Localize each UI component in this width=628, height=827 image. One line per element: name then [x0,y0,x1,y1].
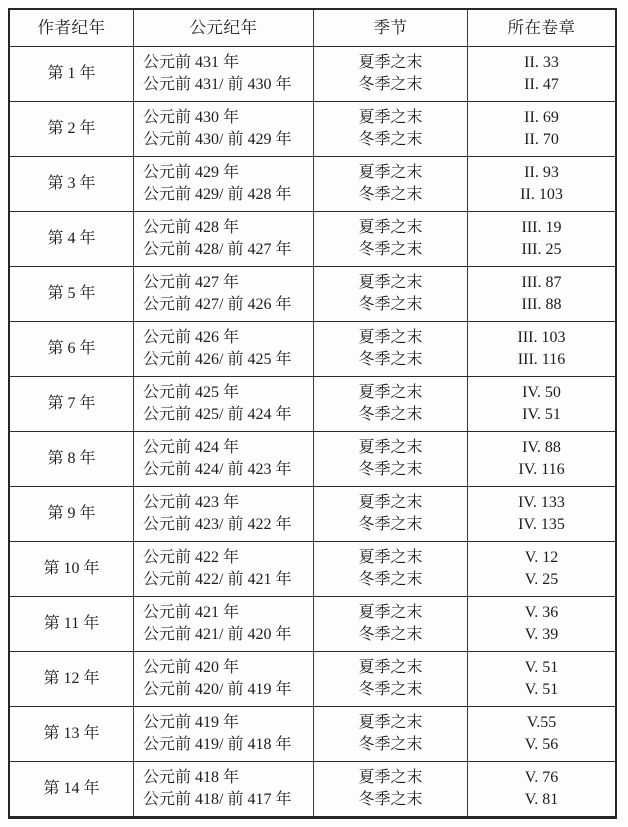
author-year-cell [10,322,134,376]
volume-chapter-summer: V. 36 [524,604,559,621]
column-header-ad-year [134,10,314,46]
table-row [10,541,615,596]
season-summer: 夏季之末 [358,54,423,71]
author-year-cell [10,707,134,761]
season-summer: 夏季之末 [358,659,423,676]
ad-year-winter: 公元前 430/ 前 429 年 [143,131,292,148]
column-header-label: 季节 [373,18,408,37]
volume-chapter-summer: V. 51 [524,659,559,676]
volume-chapter-winter: V. 51 [524,681,559,698]
ad-year-winter: 公元前 431/ 前 430 年 [143,76,292,93]
volume-chapter-winter: IV. 51 [522,406,561,423]
season-winter: 冬季之末 [358,241,423,258]
season-cell [314,377,468,431]
ad-year-summer: 公元前 429 年 [143,164,240,181]
volume-chapter-cell [468,707,615,761]
season-summer: 夏季之末 [358,714,423,731]
season-summer: 夏季之末 [358,109,423,126]
ad-year-cell [134,597,314,651]
season-winter: 冬季之末 [358,571,423,588]
season-winter: 冬季之末 [358,461,423,478]
author-year-label: 第 12 年 [43,670,100,687]
ad-year-winter: 公元前 425/ 前 424 年 [143,406,292,423]
volume-chapter-summer: II. 93 [524,164,559,181]
ad-year-cell [134,762,314,816]
ad-year-summer: 公元前 420 年 [143,659,240,676]
season-cell [314,487,468,541]
table-row [10,211,615,266]
volume-chapter-winter: V. 25 [524,571,559,588]
season-winter: 冬季之末 [358,516,423,533]
ad-year-summer: 公元前 424 年 [143,439,240,456]
season-winter: 冬季之末 [358,406,423,423]
author-year-label: 第 9 年 [47,505,96,522]
ad-year-summer: 公元前 418 年 [143,769,240,786]
volume-chapter-cell [468,432,615,486]
author-year-cell [10,542,134,596]
volume-chapter-winter: IV. 116 [518,461,565,478]
season-cell [314,212,468,266]
season-cell [314,762,468,816]
column-header-label: 公元纪年 [189,18,258,37]
ad-year-winter: 公元前 423/ 前 422 年 [143,516,292,533]
season-winter: 冬季之末 [358,296,423,313]
author-year-cell [10,487,134,541]
author-year-cell [10,652,134,706]
ad-year-cell [134,542,314,596]
volume-chapter-summer: V. 76 [524,769,559,786]
author-year-label: 第 3 年 [47,175,96,192]
volume-chapter-summer: V. 12 [524,549,559,566]
table-header-row [10,10,615,46]
author-year-cell [10,762,134,816]
author-year-cell [10,102,134,156]
volume-chapter-cell [468,597,615,651]
season-cell [314,157,468,211]
volume-chapter-cell [468,377,615,431]
ad-year-summer: 公元前 430 年 [143,109,240,126]
author-year-label: 第 10 年 [43,560,100,577]
volume-chapter-cell [468,47,615,101]
ad-year-cell [134,157,314,211]
ad-year-winter: 公元前 426/ 前 425 年 [143,351,292,368]
author-year-label: 第 5 年 [47,285,96,302]
season-summer: 夏季之末 [358,164,423,181]
ad-year-cell [134,432,314,486]
author-year-label: 第 14 年 [43,780,100,797]
ad-year-winter: 公元前 420/ 前 419 年 [143,681,292,698]
season-summer: 夏季之末 [358,329,423,346]
table-row [10,761,615,816]
ad-year-cell [134,102,314,156]
ad-year-cell [134,267,314,321]
season-summer: 夏季之末 [358,549,423,566]
ad-year-summer: 公元前 431 年 [143,54,240,71]
ad-year-summer: 公元前 422 年 [143,549,240,566]
season-summer: 夏季之末 [358,274,423,291]
author-year-label: 第 7 年 [47,395,96,412]
table-row [10,266,615,321]
column-header-label: 作者纪年 [37,18,106,37]
ad-year-cell [134,487,314,541]
table-row [10,156,615,211]
volume-chapter-cell [468,157,615,211]
table-row [10,486,615,541]
season-summer: 夏季之末 [358,219,423,236]
ad-year-cell [134,652,314,706]
volume-chapter-winter: III. 88 [521,296,562,313]
chronology-table [8,8,617,819]
volume-chapter-cell [468,267,615,321]
ad-year-winter: 公元前 422/ 前 421 年 [143,571,292,588]
volume-chapter-cell [468,762,615,816]
season-summer: 夏季之末 [358,604,423,621]
column-header-author-year [10,10,134,46]
author-year-label: 第 13 年 [43,725,100,742]
ad-year-summer: 公元前 426 年 [143,329,240,346]
column-header-label: 所在卷章 [507,18,576,37]
ad-year-winter: 公元前 424/ 前 423 年 [143,461,292,478]
volume-chapter-summer: III. 19 [521,219,562,236]
volume-chapter-summer: III. 87 [521,274,562,291]
volume-chapter-summer: II. 69 [524,109,559,126]
volume-chapter-winter: III. 116 [517,351,566,368]
volume-chapter-summer: II. 33 [524,54,559,71]
ad-year-winter: 公元前 428/ 前 427 年 [143,241,292,258]
volume-chapter-cell [468,102,615,156]
column-header-season [314,10,468,46]
season-cell [314,267,468,321]
volume-chapter-summer: IV. 133 [518,494,565,511]
ad-year-cell [134,377,314,431]
season-cell [314,432,468,486]
volume-chapter-cell [468,322,615,376]
ad-year-winter: 公元前 418/ 前 417 年 [143,791,292,808]
volume-chapter-winter: V. 81 [524,791,559,808]
ad-year-winter: 公元前 429/ 前 428 年 [143,186,292,203]
season-cell [314,47,468,101]
ad-year-winter: 公元前 421/ 前 420 年 [143,626,292,643]
season-cell [314,542,468,596]
author-year-label: 第 8 年 [47,450,96,467]
volume-chapter-winter: V. 39 [524,626,559,643]
table-row [10,596,615,651]
season-cell [314,102,468,156]
volume-chapter-winter: II. 70 [524,131,559,148]
column-header-volume-chapter [468,10,615,46]
table-row [10,321,615,376]
author-year-label: 第 4 年 [47,230,96,247]
volume-chapter-cell [468,652,615,706]
season-cell [314,652,468,706]
ad-year-summer: 公元前 423 年 [143,494,240,511]
volume-chapter-summer: IV. 88 [522,439,561,456]
volume-chapter-summer: III. 103 [517,329,566,346]
ad-year-summer: 公元前 419 年 [143,714,240,731]
ad-year-cell [134,707,314,761]
season-winter: 冬季之末 [358,791,423,808]
table-row [10,651,615,706]
author-year-label: 第 11 年 [43,615,100,632]
table-body [10,46,615,816]
volume-chapter-cell [468,487,615,541]
author-year-cell [10,212,134,266]
table-row [10,101,615,156]
table-row [10,431,615,486]
table-row [10,46,615,101]
author-year-label: 第 2 年 [47,120,96,137]
season-cell [314,597,468,651]
table-row [10,376,615,431]
season-winter: 冬季之末 [358,76,423,93]
season-summer: 夏季之末 [358,494,423,511]
season-winter: 冬季之末 [358,736,423,753]
table-row [10,706,615,761]
volume-chapter-summer: V.55 [526,714,557,731]
author-year-cell [10,597,134,651]
volume-chapter-summer: IV. 50 [522,384,561,401]
author-year-cell [10,377,134,431]
ad-year-summer: 公元前 421 年 [143,604,240,621]
season-cell [314,707,468,761]
author-year-label: 第 1 年 [47,65,96,82]
season-summer: 夏季之末 [358,439,423,456]
author-year-label: 第 6 年 [47,340,96,357]
author-year-cell [10,47,134,101]
ad-year-summer: 公元前 427 年 [143,274,240,291]
ad-year-winter: 公元前 427/ 前 426 年 [143,296,292,313]
volume-chapter-winter: II. 47 [524,76,559,93]
ad-year-summer: 公元前 428 年 [143,219,240,236]
season-winter: 冬季之末 [358,351,423,368]
season-winter: 冬季之末 [358,626,423,643]
ad-year-cell [134,47,314,101]
season-winter: 冬季之末 [358,186,423,203]
volume-chapter-winter: II. 103 [520,186,563,203]
season-cell [314,322,468,376]
season-winter: 冬季之末 [358,681,423,698]
season-summer: 夏季之末 [358,384,423,401]
volume-chapter-winter: III. 25 [521,241,562,258]
season-summer: 夏季之末 [358,769,423,786]
ad-year-winter: 公元前 419/ 前 418 年 [143,736,292,753]
author-year-cell [10,157,134,211]
volume-chapter-cell [468,212,615,266]
season-winter: 冬季之末 [358,131,423,148]
ad-year-cell [134,322,314,376]
author-year-cell [10,267,134,321]
author-year-cell [10,432,134,486]
ad-year-cell [134,212,314,266]
volume-chapter-winter: V. 56 [524,736,559,753]
volume-chapter-winter: IV. 135 [518,516,565,533]
volume-chapter-cell [468,542,615,596]
ad-year-summer: 公元前 425 年 [143,384,240,401]
